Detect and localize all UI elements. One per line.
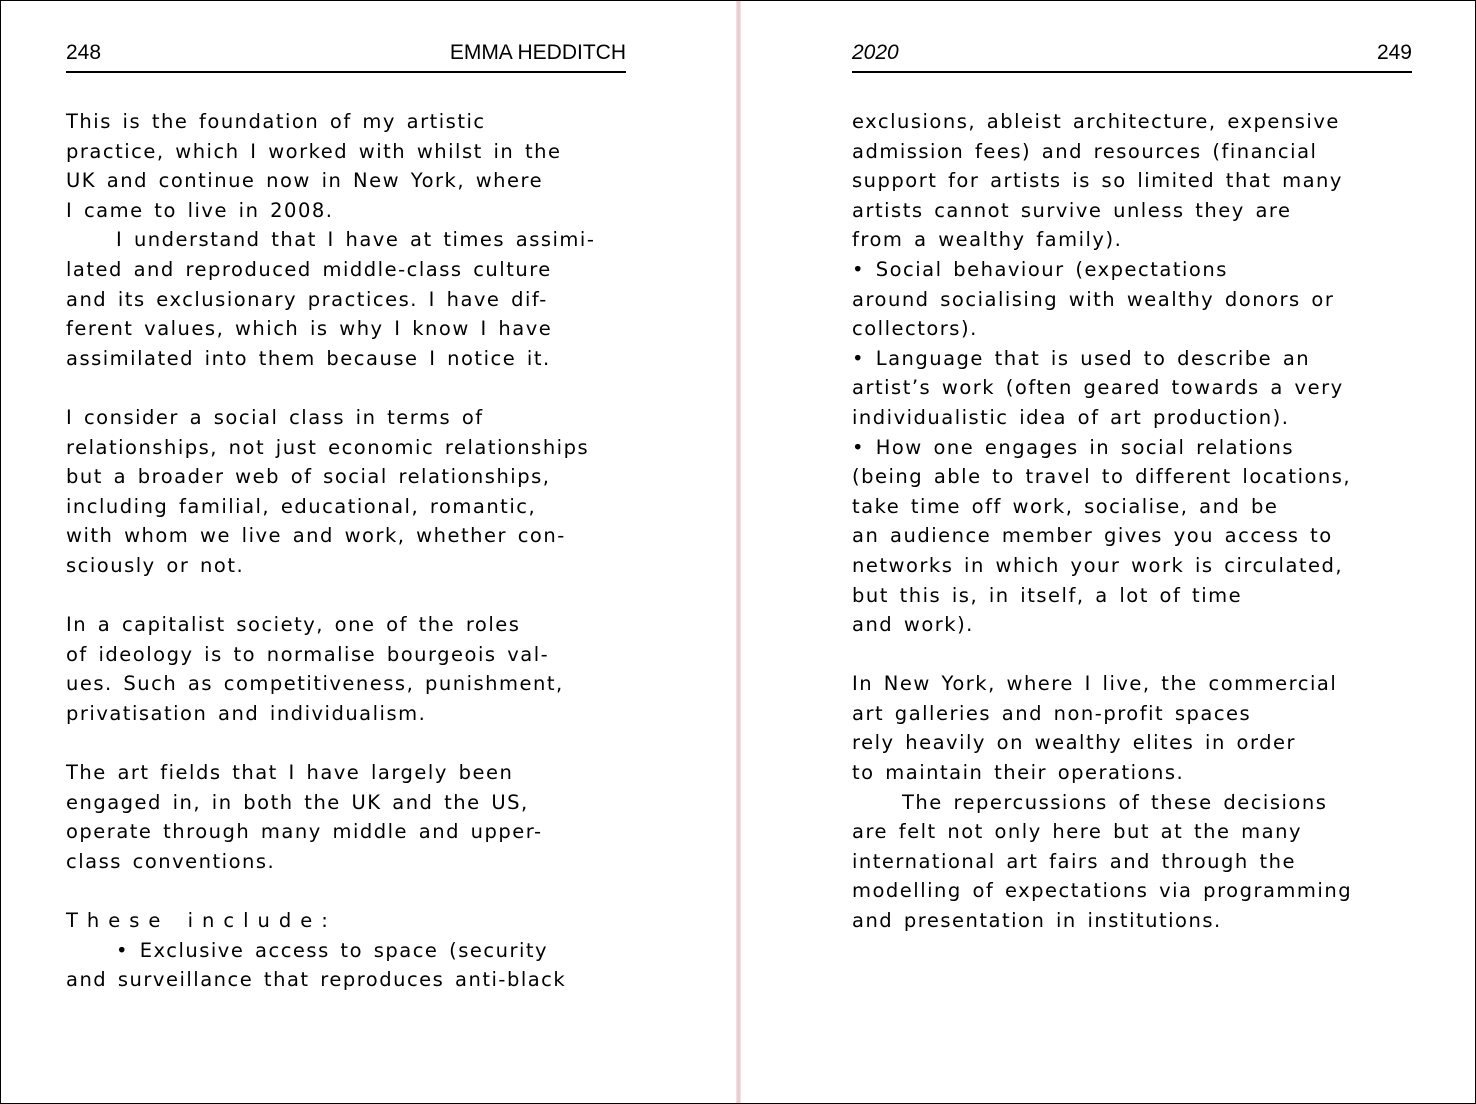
text-line: The repercussions of these decisions: [902, 790, 1328, 814]
text-line: privatisation and individualism.: [66, 701, 427, 725]
left-page-number: 248: [66, 41, 102, 64]
paragraph-break: [66, 876, 636, 906]
text-line: This is the foundation of my artistic: [66, 110, 486, 133]
text-line: of ideology is to normalise bourgeois val-: [66, 642, 550, 666]
text-line: artists cannot survive unless they are: [852, 198, 1292, 222]
left-running-head-title: EMMA HEDDITCH: [449, 41, 626, 64]
text-line: ues. Such as competitiveness, punishment,: [66, 672, 564, 696]
text-line: artist’s work (often geared towards a very: [852, 376, 1344, 400]
text-line: individualistic idea of art production).: [852, 405, 1290, 429]
paragraph-break: [66, 581, 636, 611]
text-line: exclusions, ableist architecture, expensive: [852, 110, 1340, 133]
text-line-heading: These include:: [66, 909, 337, 933]
paragraph-break: [66, 728, 636, 758]
left-page: [1, 1, 737, 1103]
text-line: and surveillance that reproduces anti-black: [66, 968, 567, 992]
text-line: with whom we live and work, whether con-: [66, 524, 566, 548]
bullet-line: • How one engages in social relations: [852, 435, 1295, 459]
text-line: operate through many middle and upper-: [66, 820, 543, 844]
text-line: lated and reproduced middle-class culture: [66, 257, 552, 281]
text-line: admission fees) and resources (financial: [852, 139, 1318, 163]
text-line: rely heavily on wealthy elites in order: [852, 731, 1297, 755]
right-page: [741, 1, 1475, 1103]
text-line: (being able to travel to different locations,: [852, 465, 1352, 489]
text-line: but a broader web of social relationships,: [66, 465, 551, 489]
text-line: I understand that I have at times assimi-: [116, 228, 596, 252]
text-line: international art fairs and through the: [852, 849, 1296, 873]
text-line: modelling of expectations via programming: [852, 879, 1353, 903]
text-line: are felt not only here but at the many: [852, 820, 1302, 844]
text-line: networks in which your work is circulated,: [852, 553, 1344, 577]
text-line: take time off work, socialise, and be: [852, 494, 1279, 518]
text-line: to maintain their operations.: [852, 761, 1185, 785]
bullet-line: • Social behaviour (expectations: [852, 257, 1228, 281]
paragraph-break: [852, 640, 1432, 670]
text-line: relationships, not just economic relationships: [66, 435, 590, 459]
text-line: I came to live in 2008.: [66, 198, 334, 222]
text-line: support for artists is so limited that many: [852, 169, 1343, 193]
text-line: In New York, where I live, the commercial: [852, 672, 1338, 696]
text-line: I consider a social class in terms of: [66, 405, 484, 429]
text-line: and presentation in institutions.: [852, 909, 1222, 933]
bullet-line: • Language that is used to describe an: [852, 346, 1311, 370]
text-line: engaged in, in both the UK and the US,: [66, 790, 529, 814]
paragraph-break: [66, 373, 636, 403]
text-line: UK and continue now in New York, where: [66, 169, 544, 193]
text-line: including familial, educational, romantic,: [66, 494, 537, 518]
text-line: and work).: [852, 613, 974, 637]
text-line: sciously or not.: [66, 553, 245, 577]
right-running-head-title: 2020: [852, 41, 899, 64]
text-line: The art fields that I have largely been: [66, 761, 514, 785]
text-line: around socialising with wealthy donors or: [852, 287, 1335, 311]
text-line: collectors).: [852, 317, 978, 341]
text-line: assimilated into them because I notice it.: [66, 346, 551, 370]
text-line: an audience member gives you access to: [852, 524, 1333, 548]
right-page-number: 249: [1376, 41, 1412, 64]
left-body-text: [66, 107, 636, 995]
text-line: In a capitalist society, one of the roles: [66, 613, 521, 637]
bullet-line: • Exclusive access to space (security: [116, 938, 549, 962]
text-line: but this is, in itself, a lot of time: [852, 583, 1243, 607]
left-running-head: [66, 41, 626, 73]
right-running-head: [852, 41, 1412, 73]
text-line: from a wealthy family).: [852, 228, 1123, 252]
right-body-text: [852, 107, 1432, 936]
text-line: practice, which I worked with whilst in the: [66, 139, 562, 163]
text-line: ferent values, which is why I know I have: [66, 317, 553, 341]
text-line: art galleries and non-profit spaces: [852, 701, 1252, 725]
text-line: and its exclusionary practices. I have dif-: [66, 287, 548, 311]
text-line: class conventions.: [66, 849, 276, 873]
